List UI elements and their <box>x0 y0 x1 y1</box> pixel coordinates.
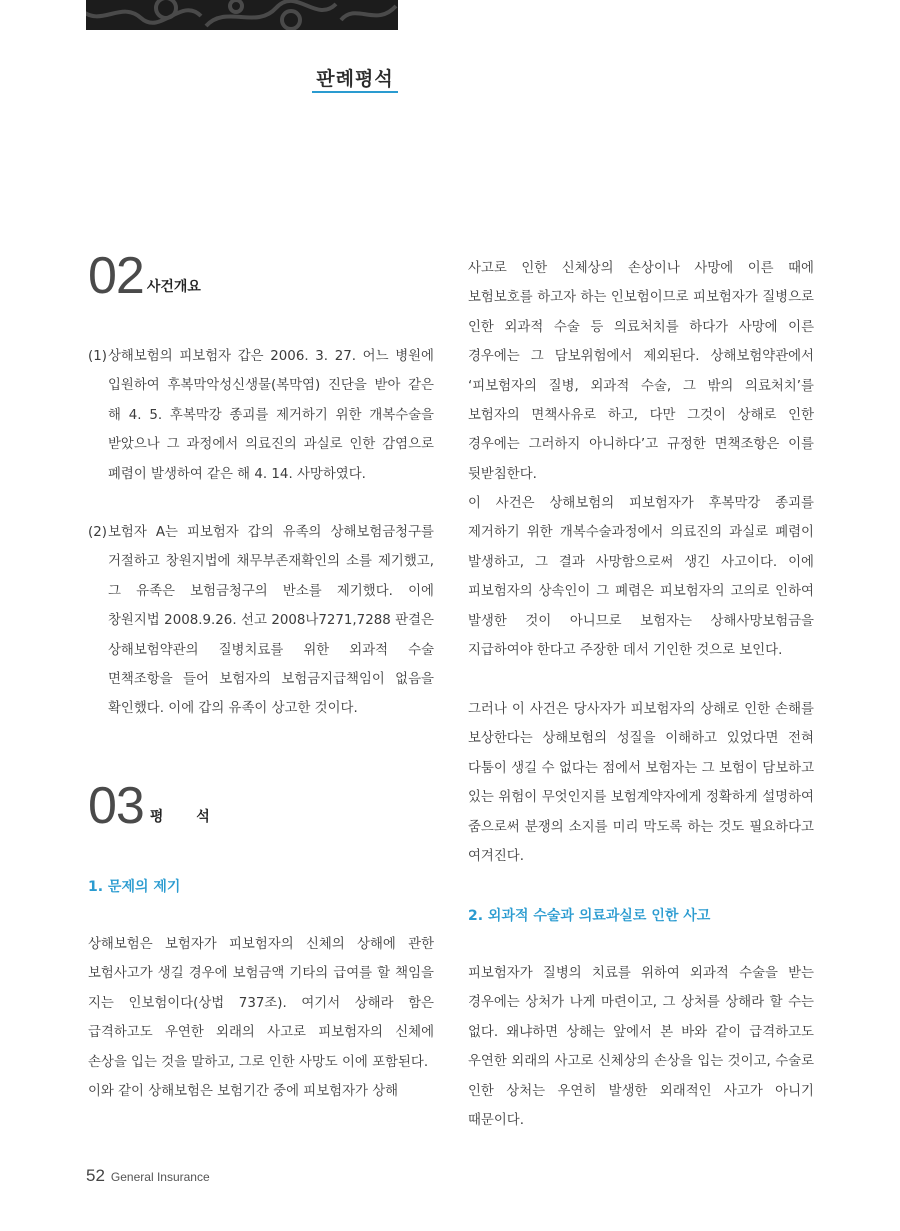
page-footer <box>86 1166 210 1186</box>
item-number: (1) <box>88 349 107 364</box>
section-title: 사건개요 <box>146 279 201 295</box>
item-text: 상해보험의 피보험자 갑은 2006. 3. 27. 어느 병원에 입원하여 후복막악성신생물(복막염) 진단을 받아 같은 해 4. 5. 후복막강 종괴를 제거하기 위한 개복수술을 받았으나 그 과정에서 의료진의 과실로 인한 감염으로 폐렴이 발생하여 같은 해 4. 14. 사망하였다. <box>108 349 434 482</box>
ornament-pattern <box>86 0 398 30</box>
item-number: (2) <box>88 525 107 540</box>
body-paragraph: 그러나 이 사건은 당사자가 피보험자의 상해로 인한 손해를 보상한다는 상해보험의 성질을 이해하고 있었다면 전혀 다툼이 생길 수 없다는 점에서 보험자는 그 보험이 담보하고 있는 위험이 무엇인지를 보험계약자에게 정확하게 설명하여 줌으로써 분쟁의 소지를 미리 막도록 하는 것도 필요하다고 여겨진다. <box>468 702 814 865</box>
page-header-title: 판례평석 <box>316 68 394 90</box>
section-number: 02 <box>88 247 144 305</box>
section-02-heading <box>88 247 201 305</box>
item-text: 보험자 A는 피보험자 갑의 유족의 상해보험금청구를 거절하고 창원지법에 채무부존재확인의 소를 제기했고, 그 유족은 보험금청구의 반소를 제기했다. 이에 창원지법 2008.9.26. 선고 2008나7271,7288 판결은 상해보험약관의 질병치료를 위한 외과적 수술 면책조항을 들어 보험자의 보험금지급책임이 없음을 확인했다. 이에 갑의 유족이 상고한 것이다. <box>108 525 434 717</box>
body-paragraph: 피보험자가 질병의 치료를 위하여 외과적 수술을 받는 경우에는 상처가 나게 마련이고, 그 상처를 상해라 할 수는 없다. 왜냐하면 상해는 앞에서 본 바와 같이 급격하고도 우연한 외래의 사고로 신체상의 손상을 입는 것이고, 수술로 인한 상처는 우연히 발생한 외래적인 사고가 아니기 때문이다. <box>468 966 814 1129</box>
body-paragraph: 상해보험은 보험자가 피보험자의 신체의 상해에 관한 보험사고가 생길 경우에 보험금액 기타의 급여를 할 책임을 지는 인보험이다(상법 737조). 여기서 상해라 함은 급격하고도 우연한 외래의 사고로 피보험자의 신체에 손상을 입는 것을 말하고, 그로 인한 사망도 이에 포함된다. <box>88 937 434 1070</box>
page-number: 52 <box>86 1166 105 1185</box>
body-paragraph: 사고로 인한 신체상의 손상이나 사망에 이른 때에 보험보호를 하고자 하는 인보험이므로 피보험자가 질병으로 인한 외과적 수술 등 의료처치를 하다가 사망에 이른 경우에는 그 담보위험에서 제외된다. 상해보험약관에서 ‘피보험자의 질병, 외과적 수술, 그 밖의 의료처치’를 보험자의 면책사유로 하고, 다만 그것이 상해로 인한 경우에는 그러하지 아니하다’고 규정한 면책조항은 이를 뒷받침한다. <box>468 261 814 482</box>
section-title: 평 석 <box>149 809 224 825</box>
list-item <box>88 342 434 489</box>
section-03-heading <box>88 777 224 835</box>
header-banner <box>86 0 398 30</box>
section-number: 03 <box>88 777 144 835</box>
subsection-heading: 1. 문제의 제기 <box>88 879 181 895</box>
body-paragraph: 이와 같이 상해보험은 보험기간 중에 피보험자가 상해 <box>88 1084 399 1099</box>
body-paragraph: 이 사건은 상해보험의 피보험자가 후복막강 종괴를 제거하기 위한 개복수술과정에서 의료진의 과실로 폐렴이 발생하고, 그 결과 사망함으로써 생긴 사고이다. 이에 피보험자의 상속인이 그 폐렴은 피보험자의 고의로 인하여 발생한 것이 아니므로 보험자는 상해사망보험금을 지급하여야 한다고 주장한 데서 기인한 것으로 보인다. <box>468 496 814 659</box>
list-item <box>88 518 434 724</box>
publication-name: General Insurance <box>110 1170 210 1184</box>
subsection-heading: 2. 외과적 수술과 의료과실로 인한 사고 <box>468 908 711 924</box>
header-underline <box>312 91 398 93</box>
